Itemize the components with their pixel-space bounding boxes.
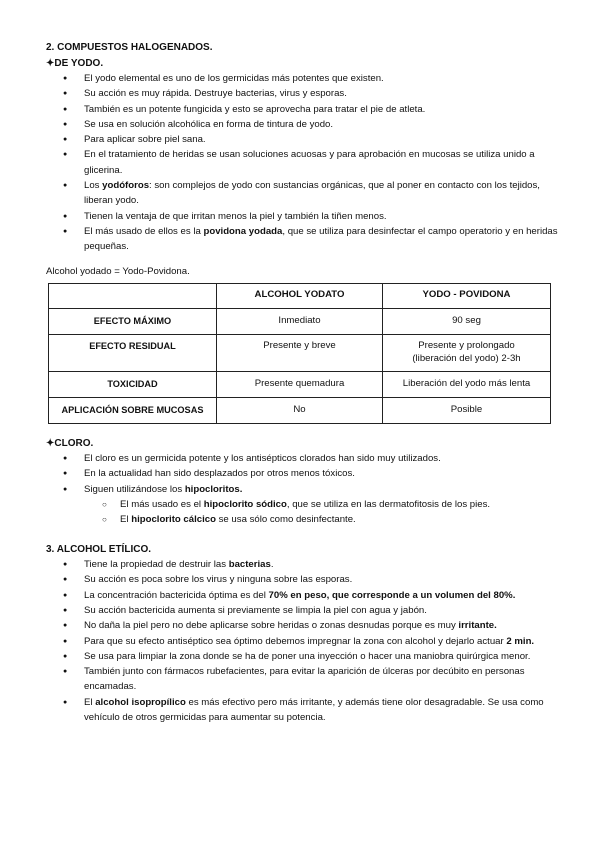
cell-povidona: Liberación del yodo más lenta [383,371,551,397]
sub-list-item: ○ El más usado es el hipoclorito sódico, que se utiliza en las dermatofitosis de los pies. [120,497,558,512]
list-item: ● El cloro es un germicida potente y los antisépticos clorados han sido muy utilizados. [84,451,558,466]
table-row [49,334,551,371]
table-row [49,397,551,423]
list-item: ● Para aplicar sobre piel sana. [84,132,558,147]
list-item: ● Siguen utilizándose los hipocloritos. ○ El más usado es el hipoclorito sódico, que se utiliza en las dermatofitosis de los pies. ○ El hipoclorito cálcico se usa sólo como desinfectante. [84,482,558,528]
cell-povidona: Presente y prolongado (liberación del yodo) 2-3h [383,334,551,371]
row-label: EFECTO RESIDUAL [49,334,217,371]
iodine-subtitle: ✦DE YODO. [46,57,104,69]
row-label: APLICACIÓN SOBRE MUCOSAS [49,397,217,423]
list-item: ● El más usado de ellos es la povidona yodada, que se utiliza para desinfectar el campo operatorio y en heridas pequeñas. [84,224,558,255]
list-item: ● Para que su efecto antiséptico sea óptimo debemos impregnar la zona con alcohol y dejarlo actuar 2 min. [84,634,558,649]
chlorine-subtitle: ✦CLORO. [46,437,94,449]
table-header-povidona: YODO - POVIDONA [383,283,551,308]
sub-list-item: ○ El hipoclorito cálcico se usa sólo como desinfectante. [120,512,558,527]
list-item: ● El yodo elemental es uno de los germicidas más potentes que existen. [84,71,558,86]
cell-alcohol: No [217,397,383,423]
document-page [46,40,558,725]
list-item: ● Su acción es muy rápida. Destruye bacterias, virus y esporas. [84,86,558,101]
alcohol-list [46,557,558,725]
table-header-row [49,283,551,308]
section-3-title: 3. ALCOHOL ETÍLICO. [46,543,152,555]
list-item: ● No daña la piel pero no debe aplicarse sobre heridas o zonas desnudas porque es muy irritante. [84,618,558,633]
list-item: ● Tienen la ventaja de que irritan menos la piel y también la tiñen menos. [84,209,558,224]
table-header-alcohol: ALCOHOL YODATO [217,283,383,308]
section-2-title: 2. COMPUESTOS HALOGENADOS. [46,42,213,53]
list-item: ● En el tratamiento de heridas se usan soluciones acuosas y para aprobación en mucosas se utiliza unido a glicerina. [84,147,558,178]
comparison-table [48,283,551,424]
table-row [49,308,551,334]
iodine-list [46,71,558,255]
list-item: ● También junto con fármacos rubefacientes, para evitar la aparición de úlceras por decúbito en personas encamadas. [84,664,558,695]
table-row [49,371,551,397]
cell-alcohol: Inmediato [217,308,383,334]
cell-alcohol: Presente quemadura [217,371,383,397]
cell-alcohol: Presente y breve [217,334,383,371]
row-label: EFECTO MÁXIMO [49,308,217,334]
list-item: ● Tiene la propiedad de destruir las bacterias. [84,557,558,572]
list-item: ● El alcohol isopropílico es más efectivo pero más irritante, y además tiene olor desagradable. Se usa como vehículo de otros germicidas para aumentar su potencia. [84,695,558,726]
row-label: TOXICIDAD [49,371,217,397]
table-caption: Alcohol yodado = Yodo-Povidona. [46,265,190,277]
table-header-empty [49,283,217,308]
list-item: ● También es un potente fungicida y esto se aprovecha para tratar el pie de atleta. [84,102,558,117]
list-item: ● En la actualidad han sido desplazados por otros menos tóxicos. [84,466,558,481]
hypochlorite-sublist [84,497,558,528]
list-item: ● La concentración bactericida óptima es del 70% en peso, que corresponde a un volumen del 80%. [84,588,558,603]
list-item: ● Su acción bactericida aumenta si previamente se limpia la piel con agua y jabón. [84,603,558,618]
cell-povidona: Posible [383,397,551,423]
list-item: ● Se usa para limpiar la zona donde se ha de poner una inyección o hacer una maniobra quirúrgica menor. [84,649,558,664]
chlorine-list [46,451,558,527]
list-item: ● Los yodóforos: son complejos de yodo con sustancias orgánicas, que al poner en contacto con los tejidos, liberan yodo. [84,178,558,209]
list-item: ● Se usa en solución alcohólica en forma de tintura de yodo. [84,117,558,132]
list-item: ● Su acción es poca sobre los virus y ninguna sobre las esporas. [84,572,558,587]
cell-povidona: 90 seg [383,308,551,334]
